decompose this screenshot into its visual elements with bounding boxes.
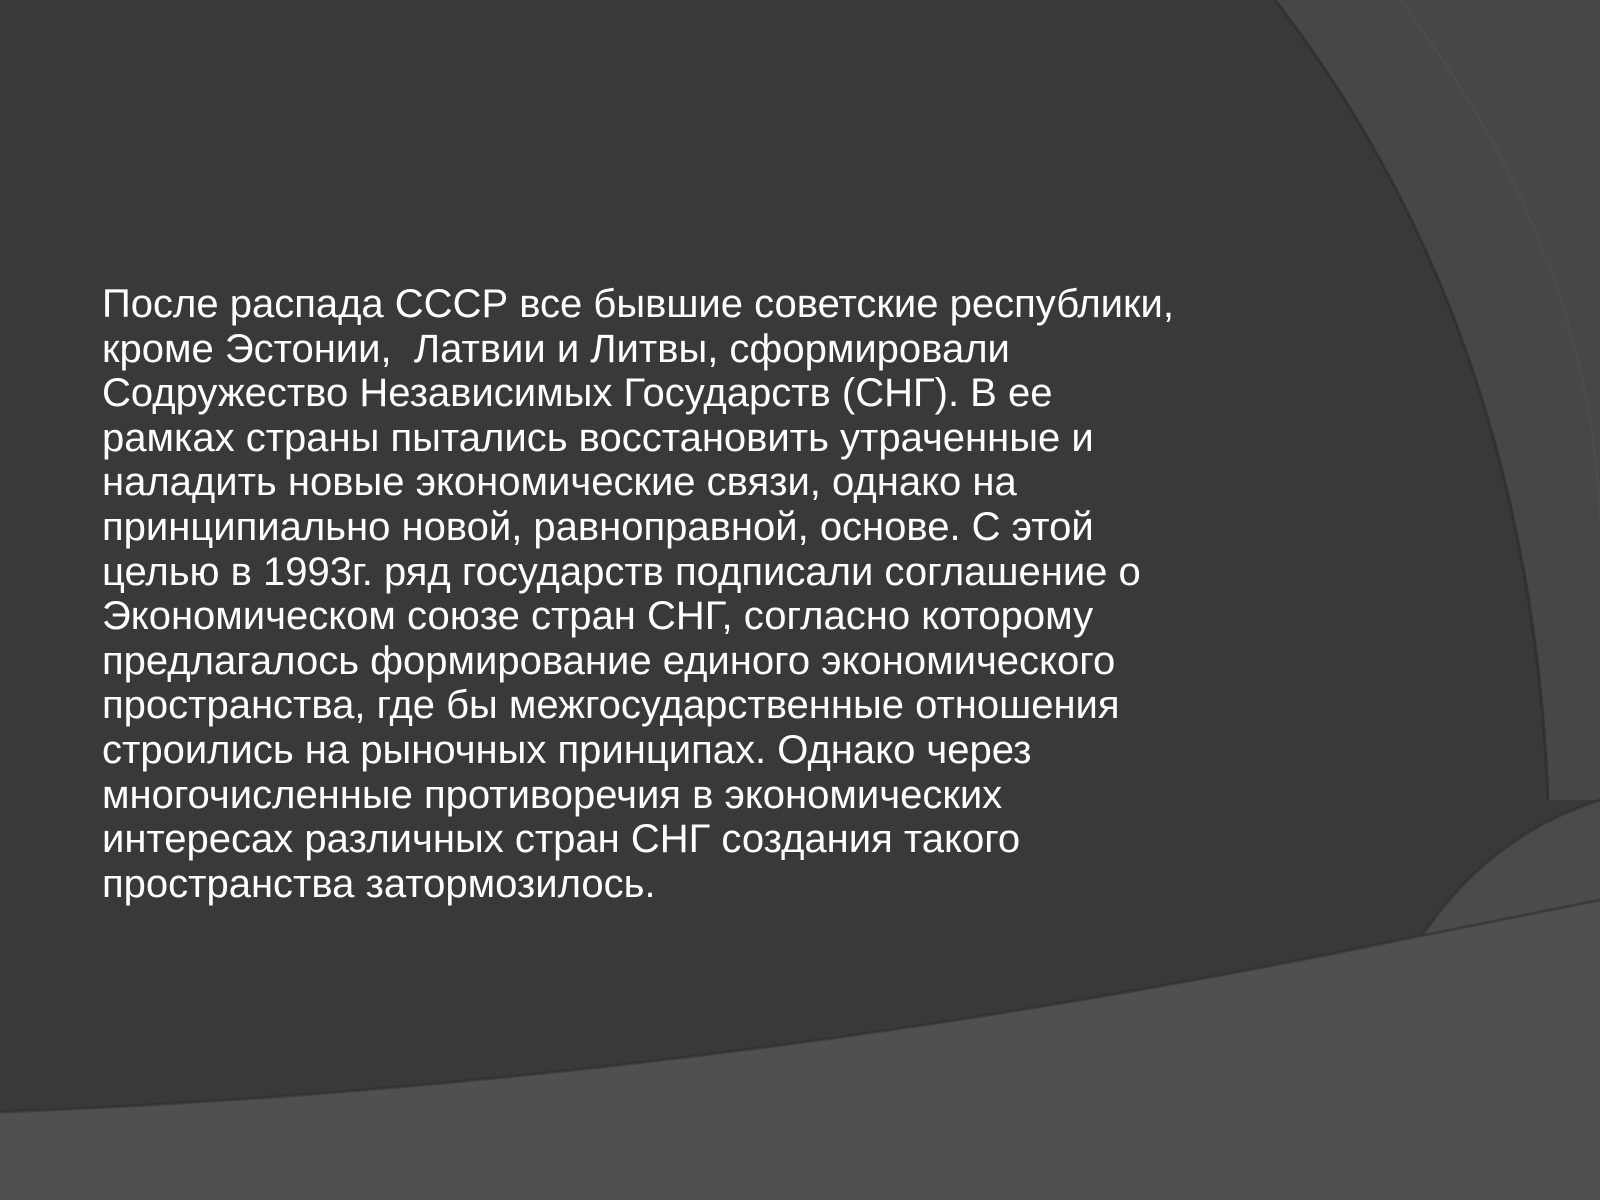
slide-body-text: [102, 282, 1432, 906]
body-line: многочисленные противоречия в экономических: [102, 772, 1003, 817]
body-line: принципиально новой, равноправной, основе. С этой: [102, 504, 1094, 549]
body-line: пространства, где бы межгосударственные отношения: [102, 683, 1120, 728]
body-line: После распада СССР все бывшие советские республики,: [102, 282, 1174, 326]
body-line: пространства затормозилось.: [102, 861, 656, 906]
body-line: кроме Эстонии, Латвии и Литвы, сформировали: [102, 326, 1010, 371]
body-line: рамках страны пытались восстановить утраченные и: [102, 415, 1094, 460]
bottom-band: [0, 900, 1600, 1200]
body-line: интересах различных стран СНГ создания такого: [102, 817, 1021, 862]
body-line: Содружество Независимых Государств (СНГ). В ее: [102, 371, 1053, 416]
body-line: наладить новые экономические связи, однако на: [102, 460, 1017, 505]
body-line: целью в 1993г. ряд государств подписали соглашение о: [102, 549, 1141, 594]
body-line: строились на рыночных принципах. Однако через: [102, 727, 1032, 772]
body-line: Экономическом союзе стран СНГ, согласно которому: [102, 594, 1094, 639]
body-line: предлагалось формирование единого экономического: [102, 638, 1116, 683]
